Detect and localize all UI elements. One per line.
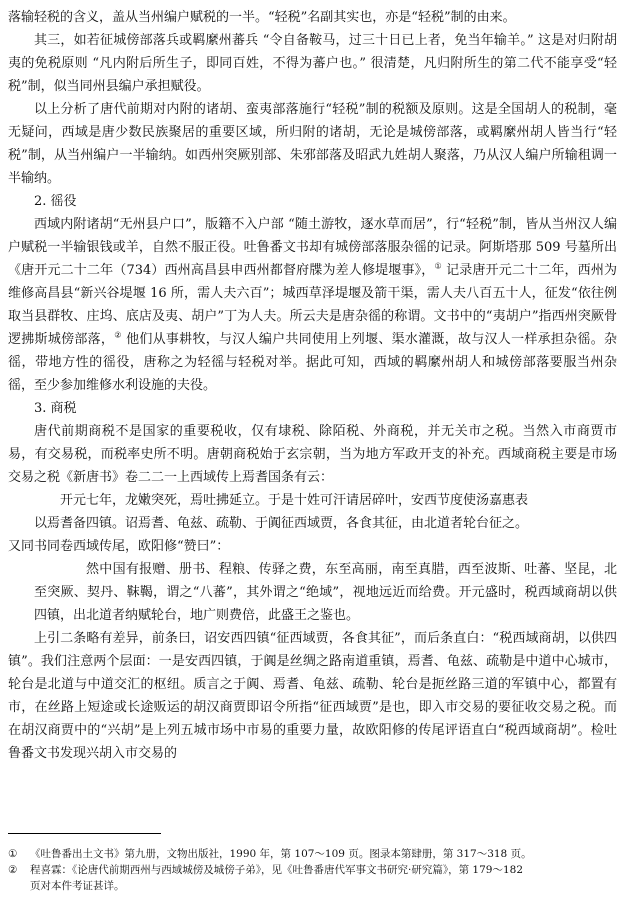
footnote-1-text: 《吐鲁番出土文书》第九册，文物出版社，1990 年，第 107～109 页。图录本第肆册，第 317～318 页。 [30, 848, 532, 860]
footnote-2-text: 程喜霖：《论唐代前期西州与西域城傍及城傍子弟》，见《吐鲁番唐代军事文书研究·研究篇》，第 179～182 [30, 864, 524, 876]
footnote-ref-1[interactable]: ① [434, 261, 442, 271]
quote-xintangshu-continued: 以焉耆备四镇。诏焉耆、龟兹、疏勒、于阗征西域贾，各食其征，由北道者轮台征之。 [34, 516, 529, 531]
paragraph-analysis: 上引二条略有差异，前条曰，诏安西四镇“征西域贾，各食其征”，而后条直白：“税西域商胡，以供四镇”。我们注意两个层面：一是安西四镇，于阗是丝绸之路南道重镇，焉耆、龟兹、疏勒是中道中心城市，轮台是北道与中道交汇的枢纽。质言之于阗、焉耆、龟兹、疏勒、轮台是扼丝路三道的军镇中心，都置有市，在丝路上短途或长途贩运的胡汉商贾即诏令所指“征西域贾”是也，即入市交易的要征收交易之税。而在胡汉商贾中的“兴胡”是上列五城市场中市易的重要力量，故欧阳修的传尾评语直白“税西域商胡”。检吐鲁番文书发现兴胡入市交易的 [8, 631, 617, 761]
footnote-1 [8, 846, 617, 862]
paragraph-commerce-tax: 唐代前期商税不是国家的重要税收，仅有埭税、除陌税、外商税，并无关市之税。当然入市商贾市易，有交易税，而税率史所不明。唐朝商税始于玄宗朝，当为地方军政开支的补充。西域商税主要是市场交易之税《新唐书》卷二二一上西域传上焉耆国条有云： [8, 424, 617, 485]
footnote-ref-2[interactable]: ② [114, 330, 122, 340]
quote-ouyang-zan: 然中国有报赠、册书、程粮、传驿之费，东至高丽，南至真腊，西至波斯、吐蕃、坚昆，北至突厥、契丹、靺鞨，谓之“八蕃”，其外谓之“绝域”，视地远近而给费。开元盛时，税西域商胡以供四镇，出北道者纳赋轮台，地广则费倍，此盛王之鉴也。 [34, 562, 617, 623]
corvee-text-part3: 他们从事耕牧，与汉人编户共同使用上列堰、渠水灌溉，故与汉人一样承担杂徭。杂徭，带地方性的徭役，唐称之为轻徭与轻税对举。据此可知，西域的羁縻州胡人和城傍部落要服当州杂徭，至少参加维修水利设施的夫役。 [8, 332, 617, 393]
corvee-text-part1: 西域内附诸胡“无州县户口”，版籍不入户部 “随土游牧，逐水草而居”，行“轻税”制，皆从当州汉人编户赋税一半输银钱或羊，自然不服正役。吐鲁番文书却有城傍部落服杂徭的记录。阿斯塔那 509 号墓所出《唐开元二十二年（734）西州高昌县申西州都督府牒为差人修堤堰事》， [8, 217, 617, 278]
footnote-1-mark: ① [8, 848, 18, 860]
paragraph-ouyang-intro: 又同书同卷西域传尾，欧阳修“赞曰”： [8, 539, 230, 554]
main-text [8, 6, 617, 765]
corvee-text-part2: 记录唐开元二十二年，西州为维修高昌县“新兴谷堤堰 16 所，需人夫六百”；城西草泽堤堰及箭干渠，需人夫八百五十人，征发“依往例取当县群牧、庄坞、底店及夷、胡户”丁为人夫。所云夫是唐杂徭的称谓。文书中的“夷胡户”指西州突厥骨逻拂斯城傍部落， [8, 263, 617, 347]
footnote-2 [8, 862, 617, 878]
footnotes [8, 846, 617, 894]
footnote-divider [8, 833, 161, 834]
paragraph-summary: 以上分析了唐代前期对内附的诸胡、蛮夷部落施行“轻税”制的税额及原则。这是全国胡人的税制，毫无疑问，西域是唐少数民族聚居的重要区域，所归附的诸胡，无论是城傍部落，或羁縻州胡人皆当行“轻税”制，从当州编户一半输纳。如西州突厥别部、朱邪部落及昭武九姓胡人聚落，乃从汉人编户所输租调一半输纳。 [8, 102, 617, 186]
section-heading-corvee: 2. 徭役 [34, 194, 77, 209]
footnote-2-continued: 页对本件考证甚详。 [30, 880, 125, 892]
paragraph-third-point: 其三，如若征城傍部落兵或羁縻州蕃兵 “令自备鞍马，过三十日已上者，免当年输羊。” 这是对归附胡夷的免税原则 “凡内附后所生子，即同百姓，不得为蕃户也。” 很清楚，凡归附所生的第二代不能享受“轻税”制，似当同州县编户承担赋役。 [8, 33, 617, 94]
quote-xintangshu: 开元七年，龙嫩突死，焉吐拂延立。于是十姓可汗请居碎叶，安西节度使汤嘉惠表 [60, 493, 529, 508]
footnote-2-mark: ② [8, 864, 18, 876]
section-heading-commerce-tax: 3. 商税 [34, 401, 77, 416]
paragraph-corvee [8, 213, 617, 397]
paragraph-tax-intro: 落输轻税的含义，盖从当州编户赋税的一半。“轻税”名副其实也，亦是“轻税”制的由来。 [8, 10, 516, 25]
